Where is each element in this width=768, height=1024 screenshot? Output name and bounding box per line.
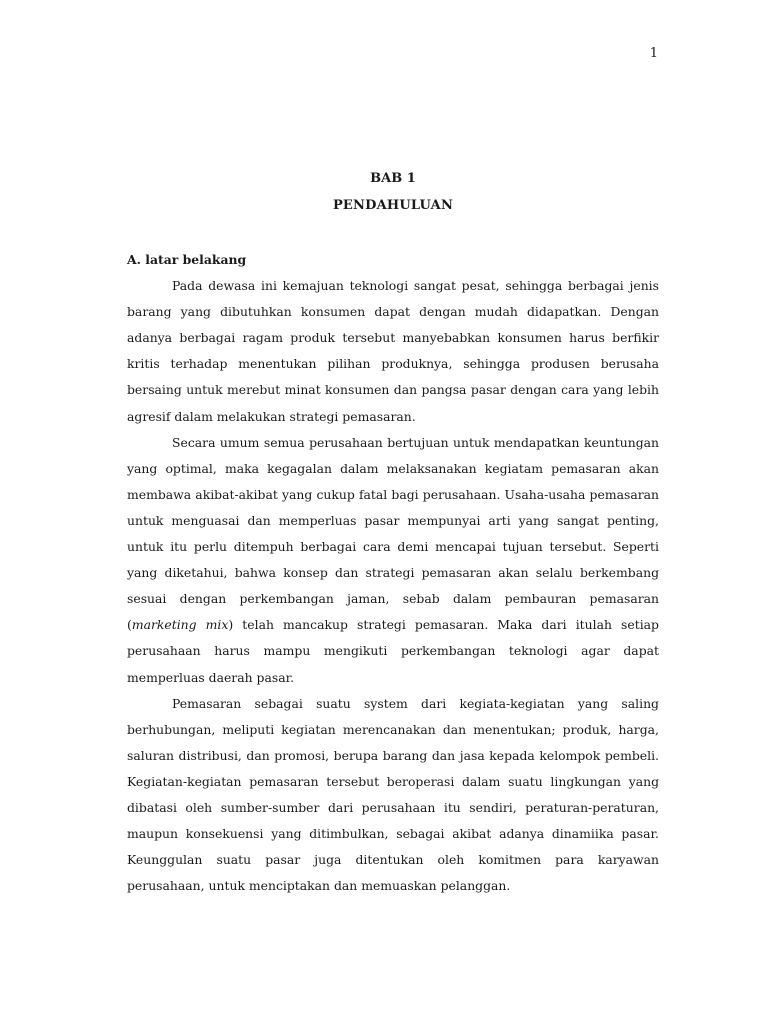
paragraph-2-text-before: Secara umum semua perusahaan bertujuan untuk mendapatkan keuntungan yang optimal, maka kegagalan dalam melaksanakan kegiatam pemasaran akan membawa akibat-akibat yang cukup fatal bagi perusahaan. Usaha-usaha pemasaran untuk menguasai dan memperluas pasar mempunyai arti yang sangat penting, untuk itu perlu ditempuh berbagai cara demi mencapai tujuan tersebut. Seperti yang diketahui, bahwa konsep dan strategi pemasaran akan selalu berkembang sesuai dengan perkembangan jaman, sebab dalam pembauran pemasaran ( (127, 434, 659, 633)
paragraph-1: Pada dewasa ini kemajuan teknologi sangat pesat, sehingga berbagai jenis barang yang dibutuhkan konsumen dapat dengan mudah didapatkan. Dengan adanya berbagai ragam produk tersebut manyebabkan konsumen harus berfikir kritis terhadap menentukan pilihan produknya, sehingga produsen berusaha bersaing untuk merebut minat konsumen dan pangsa pasar dengan cara yang lebih agresif dalam melakukan strategi pemasaran. (127, 278, 659, 424)
chapter-title: PENDAHULUAN (332, 198, 454, 213)
section-heading: A. latar belakang (127, 252, 247, 267)
body-text (127, 247, 659, 899)
page-number: 1 (649, 46, 658, 61)
paragraph-2-text-after: ) telah mancakup strategi pemasaran. Maka dari itulah setiap perusahaan harus mampu mengikuti perkembangan teknologi agar dapat memperluas daerah pasar. (127, 617, 659, 685)
paragraph-3: Pemasaran sebagai suatu system dari kegiata-kegiatan yang saling berhubungan, meliputi kegiatan merencanakan dan menentukan; produk, harga, saluran distribusi, dan promosi, berupa barang dan jasa kepada kelompok pembeli. Kegiatan-kegiatan pemasaran tersebut beroperasi dalam suatu lingkungan yang dibatasi oleh sumber-sumber dari perusahaan itu sendiri, peraturan-peraturan, maupun konsekuensi yang ditimbulkan, sebagai akibat adanya dinamiika pasar. Keunggulan suatu pasar juga ditentukan oleh komitmen para karyawan perusahaan, untuk menciptakan dan memuaskan pelanggan. (127, 695, 659, 894)
paragraph-2-italic-term: marketing mix (131, 617, 229, 633)
paragraph-2 (127, 430, 659, 691)
chapter-number: BAB 1 (370, 171, 416, 186)
